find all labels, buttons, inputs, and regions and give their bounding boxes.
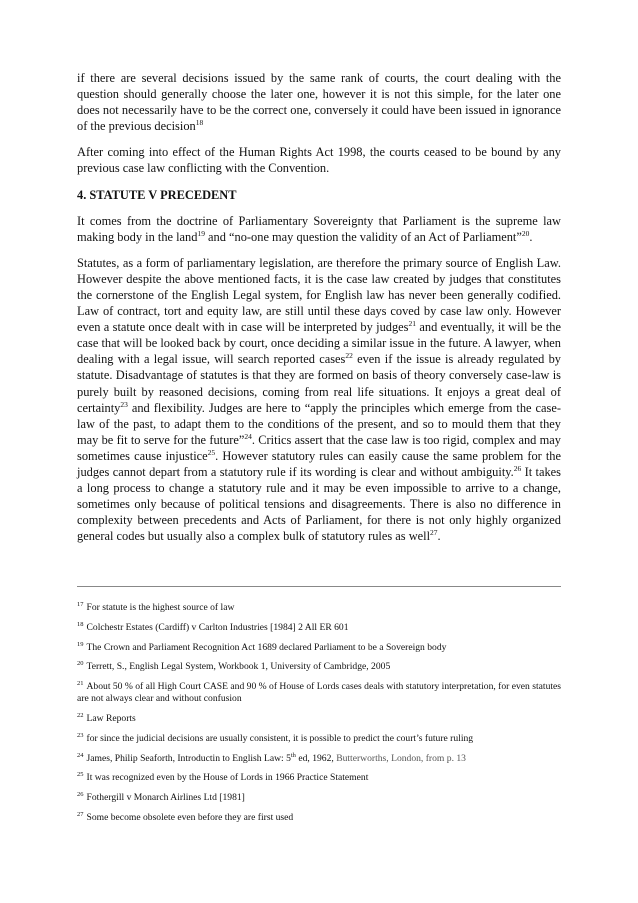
footnote-22: $^{22}$ Law Reports bbox=[77, 711, 136, 724]
footnote-ref-27[interactable]: 27 bbox=[430, 528, 438, 538]
footnote-ref-18[interactable]: 18 bbox=[195, 118, 204, 128]
footnote-25: $^{25}$ It was recognized even by the House of Lords in 1966 Practice Statement bbox=[77, 771, 369, 784]
document-body bbox=[77, 70, 561, 554]
footnote-ref-22[interactable]: 22 bbox=[345, 351, 353, 361]
paragraph-statutes: Statutes, as a form of parliamentary legislation, are therefore the primary source of English Law. However despite the above mentioned facts, it is the case law created by judges that constitutes the cornerstone of the English Legal system, for English law has never been generally codified. Law of contract, tort and equity law, are still until these days coved by case law only. However even a statute once dealt with in case will be interpreted by judges$^{21}$ and eventually, it will be the case that will be looked back by court, once deciding a similar issue in the future. A lawyer, when dealing with a legal issue, will search reported cases$^{22}$ even if the issue is already regulated by statute. Disadvantage of statutes is that they are formed on basis of theory conversely case-law is purely built by reasoned decisions, coming from real life situations. It enjoys a great deal of certainty$^{23}$ and flexibility. Judges are here to “apply the principles which emerge from the case-law of the past, to adapt them to the conditions of the present, and so to mould them that they may be fit to serve for the future”$^{24}$. Critics assert that the case law is too rigid, complex and may sometimes cause injustice$^{25}$. However statutory rules can easily cause the same problem for the judges cannot depart from a statutory rule if its wording is clear and without ambiguity.$^{26}$ It takes a long process to change a statutory rule and it may be even impossible to arrive to a change, sometimes only because of political tensions and disagreements. There is also no difference in complexity between precedents and Acts of Parliament, for there is not only highly organized general codes but usually also a complex bulk of statutory rules as well$^{27}$. bbox=[77, 255, 562, 544]
section-heading: 4. STATUTE V PRECEDENT bbox=[77, 187, 237, 202]
footnote-18: $^{18}$ Colchestr Estates (Cardiff) v Carlton Industries [1984] 2 All ER 601 bbox=[77, 620, 349, 633]
footnote-ref-26[interactable]: 26 bbox=[513, 463, 522, 473]
footnote-ref-19[interactable]: 19 bbox=[197, 228, 205, 238]
paragraph-human-rights-act: After coming into effect of the Human Rights Act 1998, the courts ceased to be bound by any previous case law conflicting with the Convention. bbox=[77, 145, 561, 176]
footnote-27: $^{27}$ Some become obsolete even before they are first used bbox=[77, 810, 294, 823]
footnote-20: $^{20}$ Terrett, S., English Legal System, Workbook 1, University of Cambridge, 2005 bbox=[77, 660, 391, 673]
footnote-21: $^{21}$ About 50 % of all High Court CASE and 90 % of House of Lords cases deals with statutory interpretation, for even statutes are not always clear and without confusion bbox=[77, 680, 562, 705]
footnote-ref-23[interactable]: 23 bbox=[120, 399, 128, 409]
footnote-ref-25[interactable]: 25 bbox=[207, 447, 216, 457]
footnote-ref-21[interactable]: 21 bbox=[408, 319, 416, 329]
footnote-17: $^{17}$ For statute is the highest source of law bbox=[77, 601, 235, 613]
paragraph-later-decision: if there are several decisions issued by the same rank of courts, the court dealing with the question should generally choose the later one, however it is not this simple, for the later one does not necessarily have to be the correct one, conversely it could have been issued in ignorance of the previous decision$^{18}$ bbox=[77, 71, 561, 134]
footnote-19: $^{19}$ The Crown and Parliament Recognition Act 1689 declared Parliament to be a Sovereign body bbox=[77, 640, 447, 653]
footnote-divider bbox=[77, 586, 561, 587]
footnote-23: $^{23}$ for since the judicial decisions are usually consistent, it is possible to predict the court’s future ruling bbox=[77, 731, 474, 744]
footnotes bbox=[77, 602, 567, 832]
footnote-ref-24[interactable]: 24 bbox=[244, 431, 252, 441]
footnote-ref-20[interactable]: 20 bbox=[521, 228, 530, 238]
paragraph-parliamentary-sovereignty: It comes from the doctrine of Parliamentary Sovereignty that Parliament is the supreme law making body in the land$^{19}$ and “no-one may question the validity of an Act of Parliament”$^{20}$. bbox=[77, 213, 561, 244]
footnote-26: $^{26}$ Fothergill v Monarch Airlines Ltd [1981] bbox=[77, 791, 245, 804]
footnote-24: $^{24}$ James, Philip Seaforth, Introductin to English Law: 5th ed, 1962, Butterworths, London, from p. 13 bbox=[77, 751, 466, 764]
